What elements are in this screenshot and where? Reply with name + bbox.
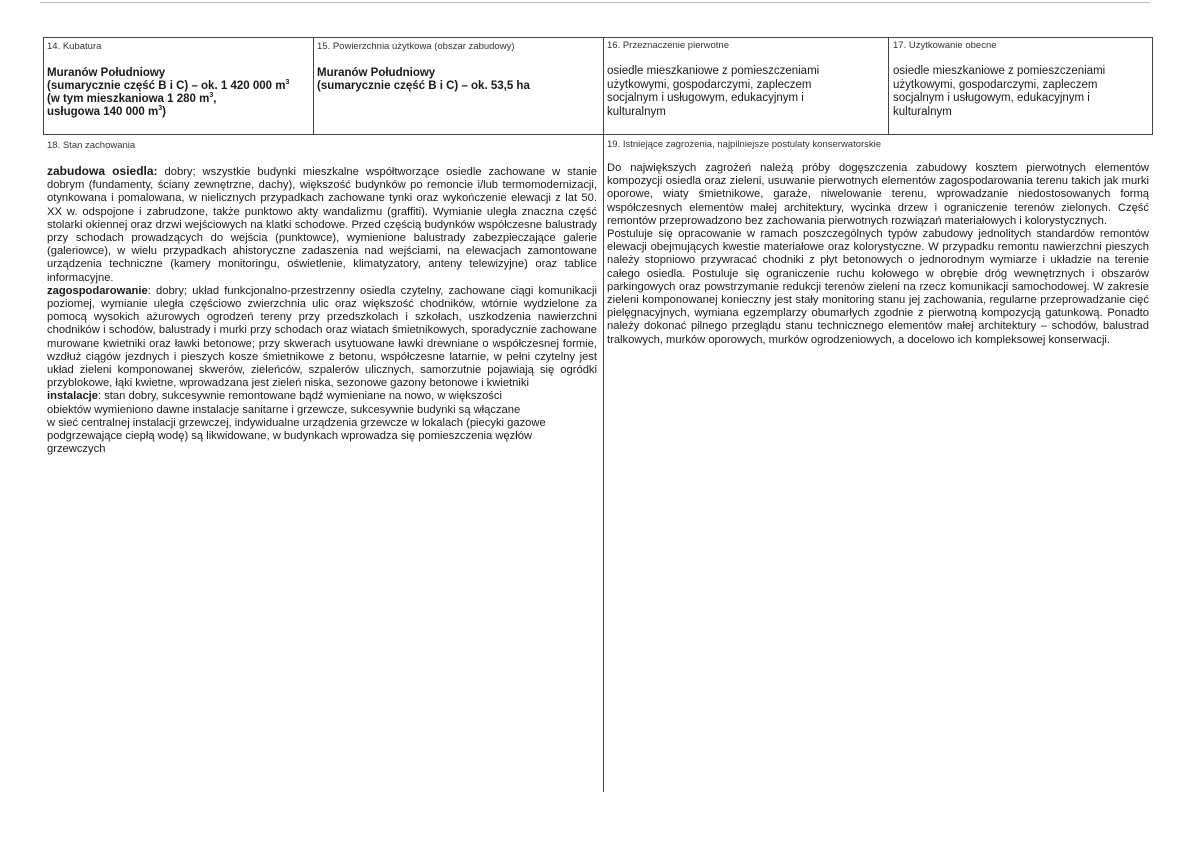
kubatura-line: (w tym mieszkaniowa 1 280 $m^3$, — [47, 92, 217, 105]
vline-1 — [313, 37, 314, 135]
area-name: Muranów Południowy — [317, 67, 436, 79]
cell-label: 14. Kubatura — [47, 41, 102, 52]
row-divider — [43, 134, 1153, 135]
cell-uzytkowanie — [893, 40, 1151, 119]
kubatura-value — [47, 67, 311, 119]
cell-label: 19. Istniejące zagrożenia, najpilniejsze postulaty konserwatorskie — [607, 139, 882, 150]
zagrozenia-paragraph-2: Postuluje się opracowanie w ramach poszczególnych typów zabudowy jednolitych standardów remontów elewacji obejmujących kwestie materiałowe oraz kolorystyczne. W przypadku remontu nawierzchni pieszych należy stopniowo przywracać chodniki z płyt betonowych o jednorodnym wymiarze i układzie na terenie całego osiedla. Postuluje się ograniczenie ruchu kołowego w obrębie dróg wewnętrznych i obszarów parkingowych oraz powstrzymanie redukcji terenów zieleni na rzecz komunikacji samochodowej. W zakresie zieleni komponowanej konieczny jest stały monitoring stanu jej zachowania, regularne przeprowadzanie cięć pielęgnacyjnych, wymiana egzemplarzy obumarłych zgodnie z pierwotną kompozycją gatunkową. Ponadto należy dokonać pilnego przeglądu stanu technicznego elementów małej architektury – schodów, balustrad tralkowych, murków oporowych, murków ogrodzeniowych, a docelowo ich kompleksowej konserwacji. — [607, 228, 1149, 346]
cell-powierzchnia — [317, 41, 601, 93]
uzytkowanie-value: osiedle mieszkaniowe z pomieszczeniami użytkowymi, gospodarczymi, zapleczem socjalnym i usługowym, edukacyjnym i kulturalnym — [893, 65, 1106, 118]
cell-stan-zachowania — [47, 140, 597, 456]
kubatura-line: usługowa 140 000 $m^3$) — [47, 105, 166, 118]
zabudowa-paragraph: zabudowa osiedla: dobry; wszystkie budynki mieszkalne współtworzące osiedle zachowane w stanie dobrym (fundamenty, ściany zewnętrzne, dachy), większość budynków po remoncie i/lub termomodernizacji, otynkowana i pomalowana, w nielicznych przypadkach zachowane tynki oraz wykończenie elewacji z lat 50. XX w. odspojone i zabrudzone, także punktowo akty wandalizmu (graffiti). Wymianie uległa znaczna część stolarki okiennej oraz drzwi wejściowych na klatki schodowe. Przed częścią budynków współczesne balustrady przy schodach prowadzących do wejścia (punktowce), wymienione balustrady zabezpieczające galerie (galeriowce), w wielu przypadkach ahistoryczne zadaszenia nad wejściami, na elewacjach zamontowane urządzenia techniczne (kamery monitoringu, oświetlenie, klimatyzatory, anteny telewizyjne) oraz tablice informacyjne. — [47, 164, 598, 284]
kubatura-line: (sumarycznie część B i C) – ok. 1 420 000 $m^3$ — [47, 79, 290, 92]
cell-label: 17. Użytkowanie obecne — [893, 40, 997, 51]
vline-right — [1152, 37, 1153, 135]
cell-zagrozenia — [607, 139, 1149, 347]
cell-label: 16. Przeznaczenie pierwotne — [607, 40, 729, 51]
vline-left — [43, 37, 44, 135]
area-name: Muranów Południowy — [47, 67, 166, 79]
cell-label: 15. Powierzchnia użytkowa (obszar zabudowy) — [317, 41, 515, 52]
vline-3 — [888, 37, 889, 135]
cell-kubatura — [47, 41, 311, 119]
cell-przeznaczenie — [607, 40, 885, 119]
vline-2 — [603, 37, 604, 792]
powierzchnia-line: (sumarycznie część B i C) – ok. 53,5 ha — [317, 80, 530, 92]
top-scan-line — [40, 2, 1150, 3]
cell-label: 18. Stan zachowania — [47, 140, 136, 151]
row1-top-border — [43, 37, 1153, 38]
zagrozenia-paragraph-1: Do największych zagrożeń należą próby dogęszczenia zabudowy kosztem pierwotnych elementów kompozycji osiedla oraz zieleni, usuwanie pierwotnych elementów zagospodarowania terenu takich jak murki oporowe, wiaty śmietnikowe, garaże, niwelowanie terenu, wprowadzanie niedostosowanych formą współczesnych elementów małej architektury, wycinka drzew i ograniczenie terenów zielonych. Część remontów przeprowadzono bez zachowania pierwotnych rozwiązań materiałowych i kolorystycznych. — [607, 162, 1149, 227]
zagrozenia-text — [607, 162, 1149, 347]
stan-text — [47, 165, 597, 456]
powierzchnia-value — [317, 67, 601, 93]
zagospodarowanie-paragraph: zagospodarowanie: dobry; układ funkcjonalno-przestrzenny osiedla czytelny, zachowane ciągi komunikacji poziomej, wymianie uległa częściowo zwierzchnia ulic oraz większość chodników, wtórnie wydzielone za pomocą wysokich ażurowych ogrodzeń tereny przy przedszkolach i szkołach, uszkodzenia nawierzchni chodników i schodów, balustrady i murki przy schodach oraz wiatach śmietnikowych, sporadycznie zachowane murowane kwietniki oraz ławki betonowe; przy skwerach usytuowane ławki drewniane o współczesnej formie, wzdłuż ciągów jezdnych i pieszych kosze śmietnikowe z betonu, współczesne latarnie, w pełni czytelny jest układ zieleni komponowanej skwerów, zieleńców, szpalerów ulicznych, samorzutnie pojawiają się ogródki przyblokowe, łąki kwietne, wprowadzana jest zieleń niska, sezonowe gazony betonowe i kwietniki — [47, 284, 597, 390]
instalacje-paragraph: instalacje: stan dobry, sukcesywnie remontowane bądź wymieniane na nowo, w większości obiektów wymieniono dawne instalacje sanitarne i grzewcze, sukcesywnie budynki są włączane w sieć centralnej instalacji grzewczej, indywidualne urządzenia grzewcze w lokalach (piecyki gazowe podgrzewające ciepłą wodę) są likwidowane, w budynkach wprowadza się pomieszczenia węzłów grzewczych — [47, 390, 546, 456]
przeznaczenie-value: osiedle mieszkaniowe z pomieszczeniami użytkowymi, gospodarczymi, zapleczem socjalnym i usługowym, edukacyjnym i kulturalnym — [607, 65, 820, 118]
